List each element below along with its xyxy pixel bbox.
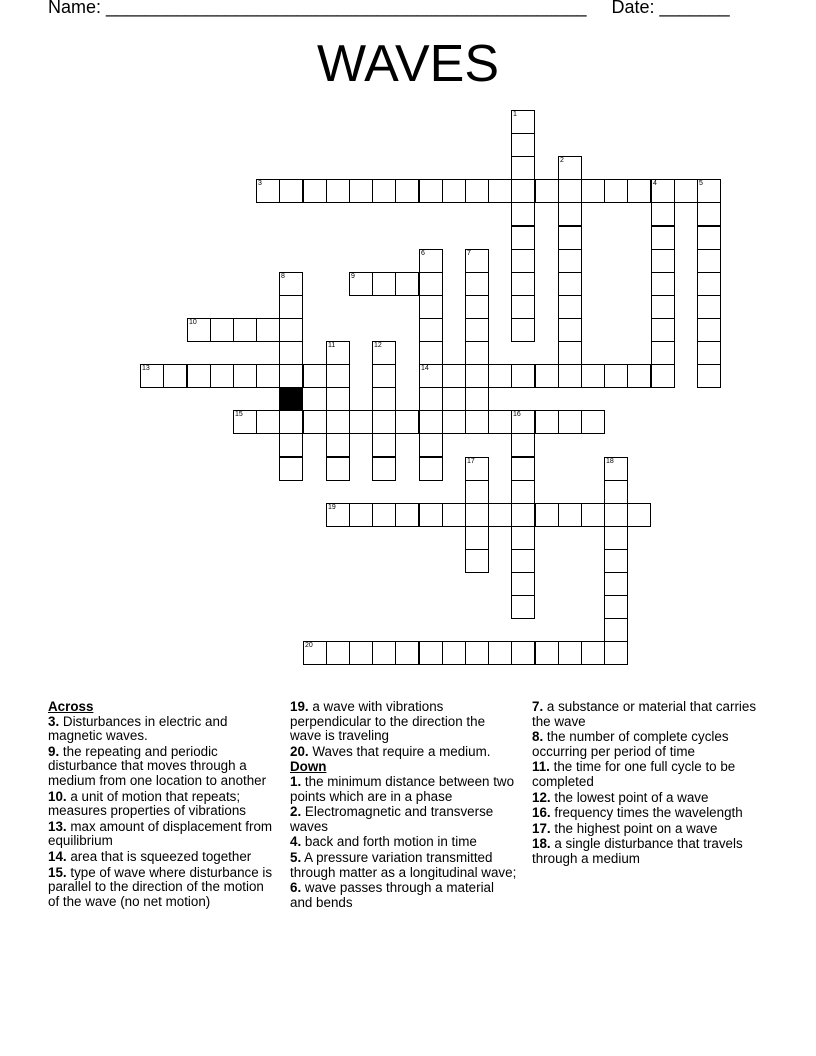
grid-cell[interactable]: [604, 549, 628, 573]
grid-cell[interactable]: [488, 179, 512, 203]
grid-cell[interactable]: [465, 318, 489, 342]
grid-cell[interactable]: [604, 641, 628, 665]
grid-cell[interactable]: [651, 249, 675, 273]
clue-down-7: [532, 700, 764, 729]
grid-cell[interactable]: [465, 549, 489, 573]
black-cell: [279, 387, 303, 411]
clue-number: 16.: [532, 805, 551, 821]
grid-cell[interactable]: [511, 226, 535, 250]
clue-across-3: [48, 715, 276, 744]
cell-number: 1: [513, 111, 517, 118]
grid-cell[interactable]: [326, 457, 350, 481]
grid-cell[interactable]: [511, 572, 535, 596]
grid-cell[interactable]: [372, 433, 396, 457]
grid-cell[interactable]: [465, 526, 489, 550]
grid-cell[interactable]: [372, 457, 396, 481]
cell-number: 19: [328, 504, 336, 511]
grid-cell[interactable]: [558, 272, 582, 296]
clue-text: the number of complete cycles occurring per period of time: [532, 729, 729, 759]
grid-cell[interactable]: [604, 364, 628, 388]
clue-across-10: [48, 790, 276, 819]
grid-cell[interactable]: [279, 433, 303, 457]
grid-cell[interactable]: [303, 410, 327, 434]
grid-cell[interactable]: [279, 295, 303, 319]
clue-number: 13.: [48, 818, 67, 834]
grid-cell[interactable]: [419, 341, 443, 365]
grid-cell[interactable]: [604, 526, 628, 550]
grid-cell[interactable]: [511, 272, 535, 296]
grid-cell[interactable]: [604, 503, 628, 527]
grid-cell[interactable]: [372, 641, 396, 665]
grid-cell[interactable]: [465, 387, 489, 411]
clue-text: frequency times the wavelength: [554, 805, 743, 821]
grid-cell[interactable]: [210, 364, 234, 388]
grid-cell[interactable]: [419, 364, 443, 388]
grid-cell[interactable]: [419, 179, 443, 203]
clues-column-3: [532, 700, 764, 868]
clue-text: wave passes through a material and bends: [290, 880, 494, 910]
grid-cell[interactable]: [558, 318, 582, 342]
grid-cell[interactable]: [697, 202, 721, 226]
grid-cell[interactable]: [279, 179, 303, 203]
grid-cell[interactable]: [140, 364, 164, 388]
grid-cell[interactable]: [697, 295, 721, 319]
grid-cell[interactable]: [349, 641, 373, 665]
clue-text: a unit of motion that repeats; measures properties of vibrations: [48, 788, 246, 819]
grid-cell[interactable]: [558, 341, 582, 365]
grid-cell[interactable]: [326, 433, 350, 457]
grid-cell[interactable]: [326, 410, 350, 434]
grid-cell[interactable]: [326, 341, 350, 365]
grid-cell[interactable]: [163, 364, 187, 388]
grid-cell[interactable]: [535, 410, 559, 434]
grid-cell[interactable]: [395, 410, 419, 434]
clue-across-20: [290, 745, 518, 760]
cell-number: 5: [699, 180, 703, 187]
grid-cell[interactable]: [303, 364, 327, 388]
grid-cell[interactable]: [697, 226, 721, 250]
grid-cell[interactable]: [442, 364, 466, 388]
grid-cell[interactable]: [210, 318, 234, 342]
grid-cell[interactable]: [419, 318, 443, 342]
grid-cell[interactable]: [511, 549, 535, 573]
grid-cell[interactable]: [511, 503, 535, 527]
grid-cell[interactable]: [511, 202, 535, 226]
clue-across-13: [48, 820, 276, 849]
grid-cell[interactable]: [419, 457, 443, 481]
cell-number: 14: [421, 365, 429, 372]
clue-text: Electromagnetic and transverse waves: [290, 804, 494, 834]
cell-number: 12: [374, 342, 382, 349]
grid-cell[interactable]: [279, 410, 303, 434]
grid-cell[interactable]: [581, 641, 605, 665]
grid-cell[interactable]: [488, 410, 512, 434]
grid-cell[interactable]: [581, 364, 605, 388]
clue-down-11: [532, 760, 764, 789]
cell-number: 2: [560, 157, 564, 164]
clue-down-18: [532, 837, 764, 866]
clue-down-17: [532, 822, 764, 837]
clue-text: type of wave where disturbance is parallel to the direction of the motion of the wave (no net motion): [48, 864, 273, 909]
clue-number: 10.: [48, 788, 67, 804]
clue-number: 17.: [532, 820, 551, 836]
grid-cell[interactable]: [465, 272, 489, 296]
grid-cell[interactable]: [558, 641, 582, 665]
grid-cell[interactable]: [465, 503, 489, 527]
grid-cell[interactable]: [535, 179, 559, 203]
grid-cell[interactable]: [627, 179, 651, 203]
grid-cell[interactable]: [511, 457, 535, 481]
clue-number: 19.: [290, 699, 309, 714]
grid-cell[interactable]: [651, 226, 675, 250]
clue-text: the minimum distance between two points which are in a phase: [290, 773, 515, 804]
grid-cell[interactable]: [233, 410, 257, 434]
grid-cell[interactable]: [349, 503, 373, 527]
clue-down-2: [290, 805, 518, 834]
clue-down-6: [290, 881, 518, 910]
grid-cell[interactable]: [349, 410, 373, 434]
clue-number: 12.: [532, 789, 551, 805]
cell-number: 11: [328, 342, 336, 349]
page-title: WAVES: [316, 35, 500, 93]
grid-cell[interactable]: [558, 503, 582, 527]
cell-number: 4: [653, 180, 657, 187]
grid-cell[interactable]: [511, 318, 535, 342]
cell-number: 13: [142, 365, 150, 372]
name-date-line: Name: ________________________________________________ Date: _______: [48, 0, 730, 17]
clue-number: 8.: [532, 729, 544, 745]
clue-number: 14.: [48, 848, 67, 864]
clue-text: the repeating and periodic disturbance that moves through a medium from one location to another: [48, 743, 267, 788]
grid-cell[interactable]: [651, 364, 675, 388]
grid-cell[interactable]: [511, 480, 535, 504]
clue-text: Disturbances in electric and magnetic waves.: [48, 713, 228, 744]
grid-cell[interactable]: [233, 364, 257, 388]
grid-cell[interactable]: [303, 641, 327, 665]
clue-across-19: [290, 700, 518, 744]
grid-cell[interactable]: [697, 341, 721, 365]
clue-text: A pressure variation transmitted through matter as a longitudinal wave;: [290, 849, 517, 880]
cell-number: 9: [351, 273, 355, 280]
across-heading: Across: [48, 699, 94, 714]
grid-cell[interactable]: [535, 503, 559, 527]
grid-cell[interactable]: [465, 457, 489, 481]
cell-number: 15: [235, 411, 243, 418]
grid-cell[interactable]: [697, 179, 721, 203]
clue-number: 18.: [532, 836, 551, 852]
clue-number: 2.: [290, 804, 302, 820]
grid-cell[interactable]: [465, 295, 489, 319]
grid-cell[interactable]: [511, 364, 535, 388]
cell-number: 16: [513, 411, 521, 418]
clue-across-14: [48, 850, 276, 865]
cell-number: 18: [606, 458, 614, 465]
clue-number: 6.: [290, 880, 302, 896]
grid-cell[interactable]: [465, 480, 489, 504]
grid-cell[interactable]: [326, 364, 350, 388]
grid-cell[interactable]: [372, 387, 396, 411]
grid-cell[interactable]: [604, 572, 628, 596]
grid-cell[interactable]: [558, 364, 582, 388]
grid-cell[interactable]: [511, 526, 535, 550]
grid-cell[interactable]: [419, 295, 443, 319]
grid-cell[interactable]: [279, 341, 303, 365]
grid-cell[interactable]: [349, 179, 373, 203]
grid-cell[interactable]: [465, 641, 489, 665]
grid-cell[interactable]: [395, 179, 419, 203]
grid-cell[interactable]: [558, 410, 582, 434]
down-heading: Down: [290, 759, 327, 775]
grid-cell[interactable]: [604, 618, 628, 642]
grid-cell[interactable]: [604, 457, 628, 481]
grid-cell[interactable]: [465, 410, 489, 434]
clue-number: 15.: [48, 864, 67, 880]
grid-cell[interactable]: [511, 410, 535, 434]
grid-cell[interactable]: [279, 272, 303, 296]
grid-cell[interactable]: [697, 272, 721, 296]
clue-number: 9.: [48, 743, 60, 759]
grid-cell[interactable]: [558, 226, 582, 250]
grid-cell[interactable]: [511, 433, 535, 457]
grid-cell[interactable]: [511, 179, 535, 203]
grid-cell[interactable]: [697, 364, 721, 388]
grid-cell[interactable]: [187, 364, 211, 388]
grid-cell[interactable]: [651, 202, 675, 226]
clue-text: a substance or material that carries the wave: [532, 699, 757, 729]
grid-cell[interactable]: [372, 503, 396, 527]
grid-cell[interactable]: [442, 641, 466, 665]
grid-cell[interactable]: [511, 156, 535, 180]
clue-text: the lowest point of a wave: [554, 789, 709, 805]
grid-cell[interactable]: [697, 249, 721, 273]
grid-cell[interactable]: [535, 364, 559, 388]
grid-cell[interactable]: [326, 641, 350, 665]
grid-cell[interactable]: [256, 179, 280, 203]
cell-number: 10: [189, 319, 197, 326]
clue-text: area that is squeezed together: [70, 848, 252, 864]
grid-cell[interactable]: [511, 595, 535, 619]
grid-cell[interactable]: [697, 318, 721, 342]
grid-cell[interactable]: [256, 410, 280, 434]
grid-cell[interactable]: [651, 318, 675, 342]
grid-cell[interactable]: [558, 249, 582, 273]
grid-cell[interactable]: [256, 318, 280, 342]
cell-number: 8: [281, 273, 285, 280]
grid-cell[interactable]: [651, 272, 675, 296]
grid-cell[interactable]: [465, 341, 489, 365]
grid-cell[interactable]: [279, 364, 303, 388]
clue-text: a single disturbance that travels through a medium: [532, 836, 743, 866]
grid-cell[interactable]: [419, 433, 443, 457]
grid-cell[interactable]: [233, 318, 257, 342]
grid-cell[interactable]: [581, 179, 605, 203]
clue-text: max amount of displacement from equilibrium: [48, 818, 273, 849]
grid-cell[interactable]: [558, 295, 582, 319]
clues-column-2: [290, 700, 518, 911]
clue-number: 4.: [290, 834, 302, 850]
grid-cell[interactable]: [627, 364, 651, 388]
clue-down-16: [532, 806, 764, 821]
grid-cell[interactable]: [279, 457, 303, 481]
grid-cell[interactable]: [395, 272, 419, 296]
grid-cell[interactable]: [419, 387, 443, 411]
clue-text: back and forth motion in time: [304, 834, 477, 850]
grid-cell[interactable]: [419, 249, 443, 273]
grid-cell[interactable]: [419, 410, 443, 434]
grid-cell[interactable]: [279, 318, 303, 342]
grid-cell[interactable]: [395, 641, 419, 665]
grid-cell[interactable]: [372, 410, 396, 434]
grid-cell[interactable]: [465, 179, 489, 203]
grid-cell[interactable]: [604, 179, 628, 203]
grid-cell[interactable]: [419, 503, 443, 527]
grid-cell[interactable]: [326, 179, 350, 203]
grid-cell[interactable]: [604, 595, 628, 619]
cell-number: 20: [305, 642, 313, 649]
grid-cell[interactable]: [326, 503, 350, 527]
clue-number: 1.: [290, 773, 302, 789]
grid-cell[interactable]: [511, 641, 535, 665]
grid-cell[interactable]: [372, 179, 396, 203]
clue-down-4: [290, 835, 518, 850]
grid-cell[interactable]: [581, 503, 605, 527]
grid-cell[interactable]: [558, 156, 582, 180]
grid-cell[interactable]: [395, 503, 419, 527]
clue-down-1: [290, 775, 518, 804]
grid-cell[interactable]: [442, 503, 466, 527]
grid-cell[interactable]: [511, 249, 535, 273]
clues-column-1: [48, 700, 276, 910]
grid-cell[interactable]: [303, 179, 327, 203]
grid-cell[interactable]: [419, 641, 443, 665]
clue-number: 20.: [290, 743, 309, 759]
clue-text: a wave with vibrations perpendicular to the direction the wave is traveling: [290, 699, 486, 744]
grid-cell[interactable]: [326, 387, 350, 411]
clue-number: 5.: [290, 849, 302, 865]
clue-across-15: [48, 866, 276, 910]
cell-number: 3: [258, 180, 262, 187]
grid-cell[interactable]: [674, 179, 698, 203]
grid-cell[interactable]: [372, 341, 396, 365]
clue-down-8: [532, 730, 764, 759]
grid-cell[interactable]: [651, 295, 675, 319]
grid-cell[interactable]: [187, 318, 211, 342]
grid-cell[interactable]: [511, 295, 535, 319]
grid-cell[interactable]: [627, 503, 651, 527]
grid-cell[interactable]: [651, 179, 675, 203]
grid-cell[interactable]: [442, 179, 466, 203]
grid-cell[interactable]: [535, 641, 559, 665]
grid-cell[interactable]: [651, 341, 675, 365]
clue-number: 3.: [48, 713, 60, 729]
grid-cell[interactable]: [488, 641, 512, 665]
clue-number: 11.: [532, 759, 550, 775]
clue-text: Waves that require a medium.: [312, 743, 491, 759]
cell-number: 17: [467, 458, 475, 465]
cell-number: 6: [421, 250, 425, 257]
grid-cell[interactable]: [581, 410, 605, 434]
grid-cell[interactable]: [372, 364, 396, 388]
grid-cell[interactable]: [465, 249, 489, 273]
clue-across-9: [48, 745, 276, 789]
clue-text: the highest point on a wave: [554, 820, 718, 836]
clue-down-12: [532, 791, 764, 806]
grid-cell[interactable]: [442, 410, 466, 434]
grid-cell[interactable]: [256, 364, 280, 388]
grid-cell[interactable]: [419, 272, 443, 296]
clue-text: the time for one full cycle to be completed: [532, 759, 736, 789]
grid-cell[interactable]: [558, 179, 582, 203]
grid-cell[interactable]: [465, 364, 489, 388]
clue-down-5: [290, 851, 518, 880]
grid-cell[interactable]: [372, 272, 396, 296]
grid-cell[interactable]: [511, 110, 535, 134]
clue-number: 7.: [532, 699, 544, 714]
grid-cell[interactable]: [511, 133, 535, 157]
grid-cell[interactable]: [488, 503, 512, 527]
grid-cell[interactable]: [488, 364, 512, 388]
grid-cell[interactable]: [349, 272, 373, 296]
cell-number: 7: [467, 250, 471, 257]
grid-cell[interactable]: [558, 202, 582, 226]
grid-cell[interactable]: [604, 480, 628, 504]
